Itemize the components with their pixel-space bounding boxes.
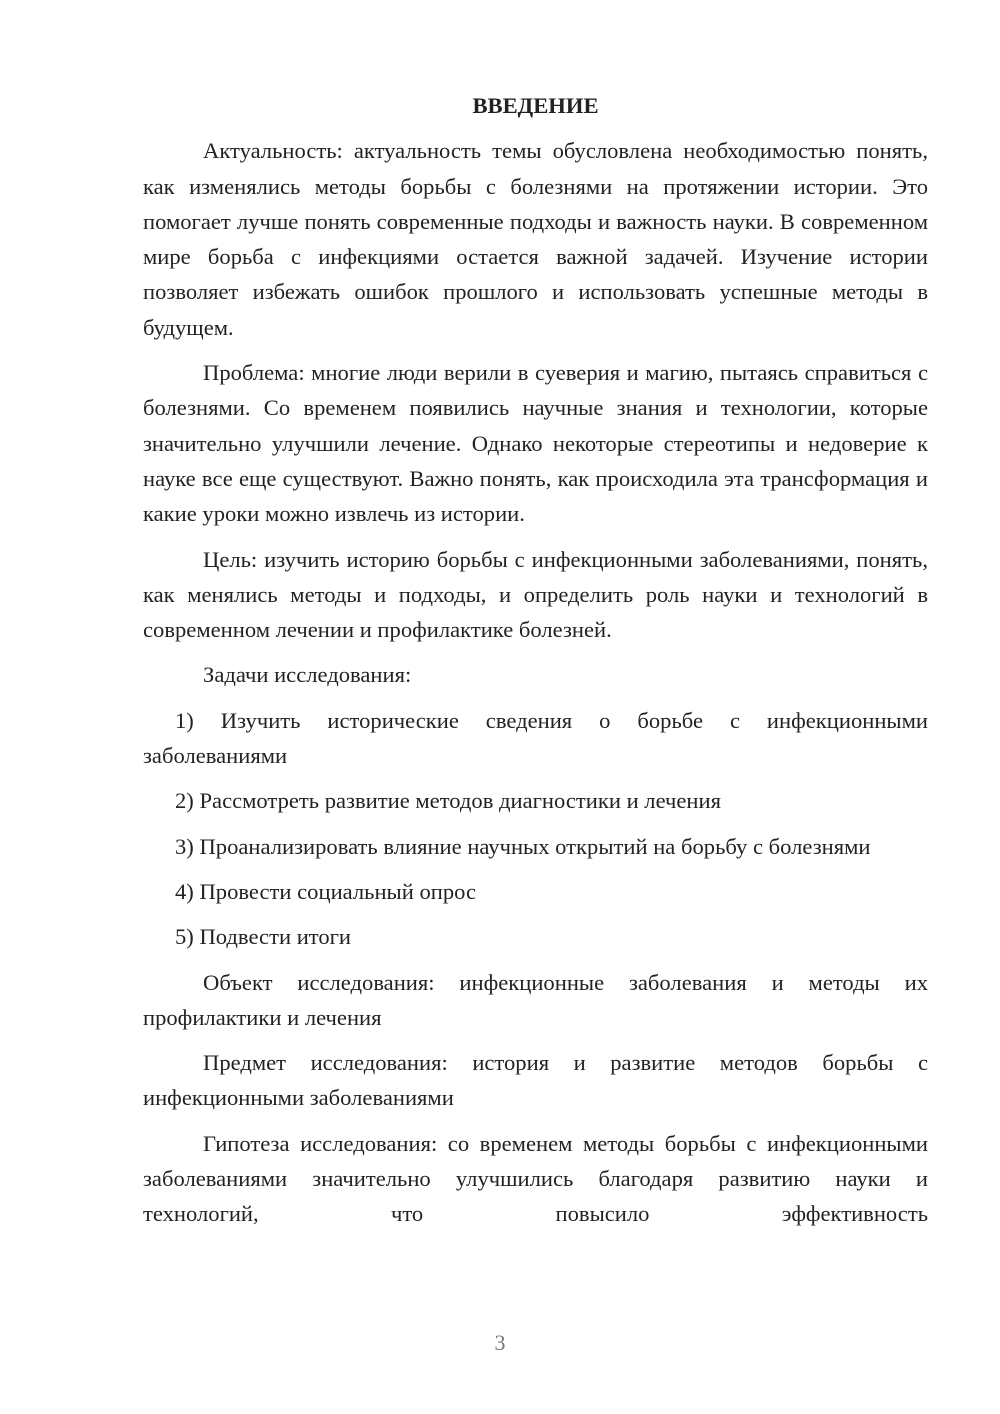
page-title: ВВЕДЕНИЕ bbox=[472, 93, 599, 118]
task-item-3: 3) Проанализировать влияние научных открытий на борьбу с болезнями bbox=[175, 833, 871, 859]
paragraph-problem: Проблема: многие люди верили в суеверия и магию, пытаясь справиться с болезнями. Со временем появились научные знания и технологии, которые значительно улучшили лечение. Однако некоторые стереотипы и недоверие к науке все еще существуют. Важно понять, как происходила эта трансформация и какие уроки можно извлечь из истории. bbox=[143, 360, 928, 527]
paragraph-relevance: Актуальность: актуальность темы обусловлена необходимостью понять, как изменялись методы борьбы с болезнями на протяжении истории. Это помогает лучше понять современные подходы и важность науки. В современном мире борьба с инфекциями остается важной задачей. Изучение истории позволяет избежать ошибок прошлого и использовать успешные методы в будущем. bbox=[143, 138, 928, 340]
task-item-4: 4) Провести социальный опрос bbox=[175, 878, 477, 904]
task-item-1: 1) Изучить исторические сведения о борьбе с инфекционными заболеваниями bbox=[143, 707, 928, 769]
paragraph-goal: Цель: изучить историю борьбы с инфекционными заболеваниями, понять, как менялись методы и подходы, и определить роль науки и технологий в современном лечении и профилактике болезней. bbox=[143, 546, 928, 643]
page-number: 3 bbox=[494, 1330, 506, 1355]
task-item-5: 5) Подвести итоги bbox=[175, 924, 352, 950]
tasks-heading: Задачи исследования: bbox=[203, 662, 412, 688]
document-page bbox=[143, 88, 928, 1242]
paragraph-object: Объект исследования: инфекционные заболевания и методы их профилактики и лечения bbox=[143, 969, 928, 1030]
paragraph-subject: Предмет исследования: история и развитие методов борьбы с инфекционными заболеваниями bbox=[143, 1050, 928, 1111]
task-item-2: 2) Рассмотреть развитие методов диагностики и лечения bbox=[175, 788, 722, 814]
paragraph-hypothesis: Гипотеза исследования: со временем методы борьбы с инфекционными заболеваниями значительно улучшились благодаря развитию науки и технологий, что повысило эффективность bbox=[143, 1130, 928, 1227]
